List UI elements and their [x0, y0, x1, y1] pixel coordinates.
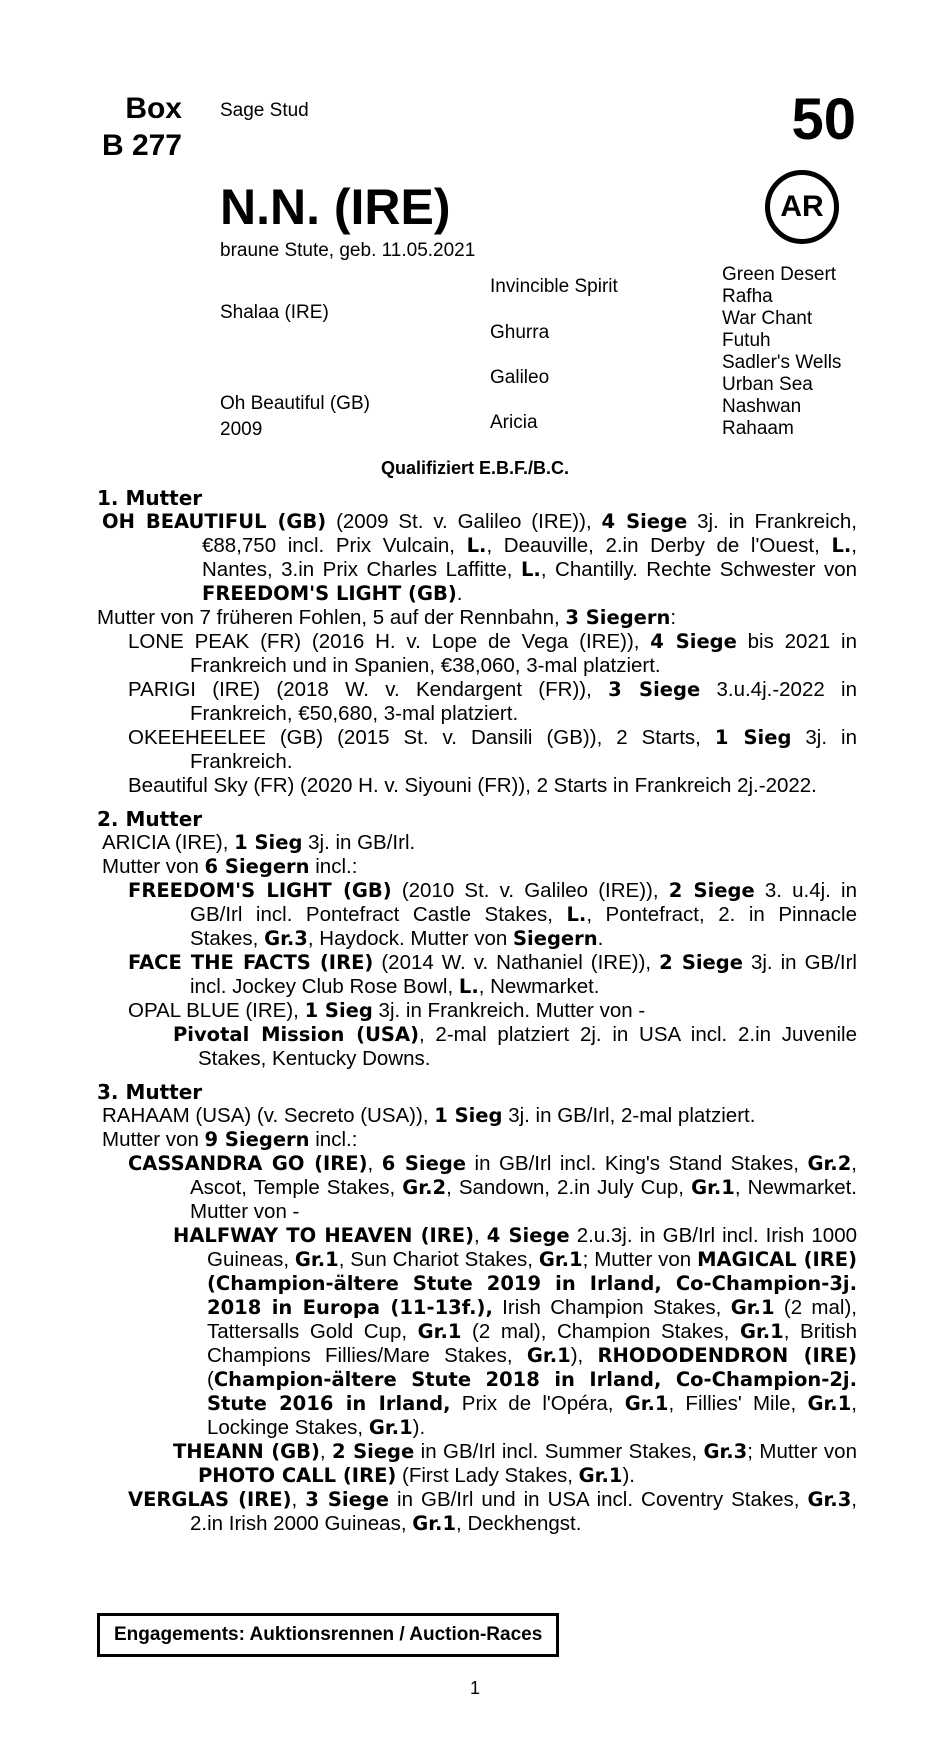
foal-entry	[97, 1488, 857, 1536]
pedigree-dam-sire: Galileo	[490, 367, 550, 388]
entry-bold: 1 Sieg	[434, 1104, 503, 1127]
entry-text: (2009 St. v. Galileo (IRE)),	[326, 510, 602, 533]
entry-bold: 6 Siegern	[204, 855, 310, 878]
entry-bold: 3 Siege	[305, 1488, 390, 1511]
ggp-entry: War Chant	[722, 308, 813, 329]
dam-entry	[97, 831, 857, 855]
entry-bold: L.	[566, 903, 587, 926]
entry-text: :	[670, 606, 677, 629]
entry-text: ,	[291, 1488, 306, 1511]
entry-text: , Lockinge Stakes,	[207, 1392, 857, 1439]
entry-text: 3j. in GB/Irl, 2-mal platziert.	[502, 1104, 756, 1127]
entry-bold: Gr.1	[691, 1176, 735, 1199]
entry-text: Mutter von	[102, 1128, 205, 1151]
entry-text: ).	[622, 1464, 635, 1487]
entry-bold: MAGICAL (IRE) (Champion-ältere Stute 2019 in Irland, Co-Champion-3j. 2018 in Europa (11-13f.),	[207, 1248, 858, 1319]
entry-text: , Nantes, 3.in Prix Charles Laffitte,	[202, 534, 857, 581]
section-heading-1: 1. Mutter	[97, 486, 203, 510]
grandfoal-entry	[97, 1023, 857, 1071]
ggp-entry: Green Desert	[722, 264, 837, 285]
entry-bold: 4 Siege	[486, 1224, 570, 1247]
entry-text: ,	[474, 1224, 487, 1247]
foal-entry	[97, 951, 857, 999]
ggp-entry: Rafha	[722, 286, 773, 307]
dam-entry	[97, 1104, 857, 1128]
entry-text: ,	[319, 1440, 333, 1463]
entry-text: , Fillies' Mile,	[668, 1392, 808, 1415]
box-info	[100, 90, 182, 164]
ar-badge: AR	[765, 170, 839, 244]
entry-bold: 2 Siege	[659, 951, 743, 974]
entry-bold: Gr.3	[703, 1440, 748, 1463]
entry-text: ARICIA (IRE),	[102, 831, 235, 854]
entry-text: RAHAAM (USA) (v. Secreto (USA)),	[102, 1104, 435, 1127]
entry-bold: 3 Siege	[608, 678, 701, 701]
entry-text: 2.u.3j. in GB/Irl incl. Irish 1000 Guineas,	[207, 1224, 857, 1271]
pedigree-dam-dam: Aricia	[490, 412, 538, 433]
entry-text: (2 mal), Tattersalls Gold Cup,	[207, 1296, 857, 1343]
entry-bold: 3 Siegern	[565, 606, 671, 629]
entry-bold: Gr.2	[402, 1176, 447, 1199]
entry-bold: CASSANDRA GO (IRE)	[128, 1152, 368, 1175]
entry-text: ).	[412, 1416, 426, 1439]
entry-text: , Deauville, 2.in Derby de l'Ouest,	[486, 534, 832, 557]
grandfoal-entry	[97, 1224, 857, 1440]
entry-text: bis 2021 in Frankreich und in Spanien, €38,060, 3-mal platziert.	[190, 630, 857, 677]
entry-text: , 2.in Irish 2000 Guineas,	[190, 1488, 857, 1535]
ggp-entry: Urban Sea	[722, 374, 813, 395]
box-label: Box	[125, 92, 182, 125]
entry-text: (First Lady Stakes,	[396, 1464, 579, 1487]
pedigree-sire-sire: Invincible Spirit	[490, 276, 618, 297]
entry-text: , Haydock. Mutter von	[307, 927, 513, 950]
qualification: Qualifiziert E.B.F./B.C.	[380, 458, 570, 478]
entry-text: incl.:	[309, 855, 358, 878]
pedigree-dam-year: 2009	[220, 419, 263, 440]
entry-bold: THEANN (GB)	[173, 1440, 320, 1463]
entry-bold: Gr.1	[417, 1320, 462, 1343]
family-content	[97, 486, 857, 1536]
entry-bold: Gr.1	[412, 1512, 457, 1535]
entry-bold: Gr.3	[807, 1488, 852, 1511]
entry-text: ,	[367, 1152, 382, 1175]
entry-bold: Gr.1	[739, 1320, 784, 1343]
foal-entry	[97, 630, 857, 678]
entry-text: Irish Champion Stakes,	[492, 1296, 731, 1319]
entry-text: (2 mal), Champion Stakes,	[461, 1320, 740, 1343]
entry-text: , Pontefract, 2. in Pinnacle Stakes,	[190, 903, 857, 950]
entry-text: , Chantilly. Rechte Schwester von	[540, 558, 857, 581]
pedigree-sire-dam: Ghurra	[490, 322, 550, 343]
entry-bold: FACE THE FACTS (IRE)	[128, 951, 374, 974]
lot-number: 50	[791, 87, 856, 152]
entry-text: 3j. in Frankreich, €88,750 incl. Prix Vulcain,	[202, 510, 857, 557]
grandfoal-entry	[97, 1440, 857, 1488]
entry-bold: Gr.3	[264, 927, 308, 950]
entry-text: Mutter von 7 früheren Fohlen, 5 auf der Rennbahn,	[97, 606, 566, 629]
entry-text: 3j. in GB/Irl.	[302, 831, 416, 854]
entry-text: , Newmarket. Mutter von -	[190, 1176, 858, 1223]
entry-text: , Sun Chariot Stakes,	[338, 1248, 539, 1271]
entry-text: .	[456, 582, 463, 605]
entry-text: , British Champions Fillies/Mare Stakes,	[207, 1320, 857, 1367]
foal-entry	[97, 1152, 857, 1224]
entry-bold: L.	[831, 534, 852, 557]
entry-bold: 2 Siege	[332, 1440, 415, 1463]
entry-text: in GB/Irl und in USA incl. Coventry Stakes,	[389, 1488, 808, 1511]
entry-text: PARIGI (IRE) (2018 W. v. Kendargent (FR)),	[128, 678, 609, 701]
entry-text: Prix de l'Opéra,	[450, 1392, 625, 1415]
entry-bold: Gr.1	[526, 1344, 571, 1367]
page-number: 1	[469, 1678, 480, 1698]
entry-text: ),	[570, 1344, 598, 1367]
mother-of-line	[97, 606, 857, 630]
pedigree-ggp	[722, 264, 841, 440]
foal-entry	[97, 726, 857, 774]
engagements-box: Engagements: Auktionsrennen / Auction-Races	[97, 1613, 559, 1657]
entry-bold: 4 Siege	[650, 630, 737, 653]
entry-bold: L.	[458, 975, 479, 998]
foal-entry	[97, 879, 857, 951]
pedigree-sire: Shalaa (IRE)	[220, 302, 329, 323]
entry-bold: Gr.1	[538, 1248, 583, 1271]
mother-of-line	[97, 1128, 857, 1152]
entry-text: ; Mutter von	[582, 1248, 698, 1271]
entry-bold: L.	[466, 534, 487, 557]
section-heading-2: 2. Mutter	[97, 807, 203, 831]
foal-entry	[97, 774, 857, 798]
entry-bold: 6 Siege	[381, 1152, 467, 1175]
entry-bold: L.	[520, 558, 541, 581]
foal-entry	[97, 999, 857, 1023]
dam-entry	[97, 510, 857, 606]
entry-text: , Ascot, Temple Stakes,	[190, 1152, 857, 1199]
entry-text: OKEEHEELEE (GB) (2015 St. v. Dansili (GB)), 2 Starts,	[128, 726, 715, 749]
consignor: Sage Stud	[220, 100, 309, 121]
entry-text: (2014 W. v. Nathaniel (IRE)),	[373, 951, 660, 974]
entry-bold: 4 Siege	[601, 510, 688, 533]
entry-bold: Pivotal Mission (USA)	[173, 1023, 419, 1046]
entry-bold: Champion-ältere Stute 2018 in Irland, Co-Champion-2j. Stute 2016 in Irland,	[207, 1368, 857, 1415]
entry-bold: FREEDOM'S LIGHT (GB)	[202, 582, 457, 605]
entry-bold: 1 Sieg	[714, 726, 792, 749]
entry-text: , Sandown, 2.in July Cup,	[446, 1176, 692, 1199]
entry-text: 3j. in Frankreich.	[190, 726, 857, 773]
entry-text: in GB/Irl incl. King's Stand Stakes,	[466, 1152, 808, 1175]
entry-text: , Newmarket.	[478, 975, 600, 998]
horse-description: braune Stute, geb. 11.05.2021	[220, 240, 476, 261]
ggp-entry: Sadler's Wells	[722, 352, 842, 373]
entry-text: (2010 St. v. Galileo (IRE)),	[391, 879, 669, 902]
entry-bold: VERGLAS (IRE)	[128, 1488, 292, 1511]
entry-bold: 2 Siege	[668, 879, 755, 902]
entry-text: 3.u.4j.-2022 in Frankreich, €50,680, 3-mal platziert.	[190, 678, 857, 725]
entry-text: in GB/Irl incl. Summer Stakes,	[414, 1440, 704, 1463]
entry-text: 3j. in Frankreich. Mutter von -	[372, 999, 646, 1022]
entry-bold: Gr.1	[730, 1296, 775, 1319]
entry-text: ; Mutter von	[747, 1440, 857, 1463]
horse-name: N.N. (IRE)	[220, 179, 451, 235]
pedigree-dam: Oh Beautiful (GB)	[220, 393, 370, 414]
foal-entry	[97, 678, 857, 726]
section-heading-3: 3. Mutter	[97, 1080, 203, 1104]
entry-text: LONE PEAK (FR) (2016 H. v. Lope de Vega (IRE)),	[128, 630, 651, 653]
entry-bold: FREEDOM'S LIGHT (GB)	[128, 879, 392, 902]
ggp-entry: Nashwan	[722, 396, 802, 417]
mother-of-line	[97, 855, 857, 879]
entry-bold: Gr.1	[368, 1416, 413, 1439]
box-number: B 277	[101, 129, 182, 162]
entry-bold: RHODODENDRON (IRE)	[597, 1344, 857, 1367]
entry-text: , 2-mal platziert 2j. in USA incl. 2.in Juvenile Stakes, Kentucky Downs.	[198, 1023, 857, 1070]
entry-text: , Deckhengst.	[456, 1512, 582, 1535]
entry-bold: PHOTO CALL (IRE)	[198, 1464, 397, 1487]
entry-bold: OH BEAUTIFUL (GB)	[102, 510, 327, 533]
entry-text: OPAL BLUE (IRE),	[128, 999, 305, 1022]
entry-text: incl.:	[309, 1128, 358, 1151]
entry-bold: 1 Sieg	[234, 831, 303, 854]
entry-text: Beautiful Sky (FR) (2020 H. v. Siyouni (FR)), 2 Starts in Frankreich 2j.-2022.	[128, 774, 817, 797]
entry-bold: Gr.2	[807, 1152, 852, 1175]
entry-bold: Gr.1	[624, 1392, 669, 1415]
entry-bold: Gr.1	[578, 1464, 623, 1487]
entry-bold: 9 Siegern	[204, 1128, 310, 1151]
entry-bold: HALFWAY TO HEAVEN (IRE)	[173, 1224, 475, 1247]
entry-bold: Siegern	[512, 927, 598, 950]
ggp-entry: Futuh	[722, 330, 771, 351]
entry-text: (	[207, 1368, 214, 1391]
entry-bold: Gr.1	[294, 1248, 339, 1271]
ggp-entry: Rahaam	[722, 418, 794, 439]
entry-text: .	[597, 927, 604, 950]
entry-text: Mutter von	[102, 855, 205, 878]
entry-text: 3j. in GB/Irl incl. Jockey Club Rose Bowl,	[190, 951, 857, 998]
entry-bold: Gr.1	[807, 1392, 852, 1415]
entry-bold: 1 Sieg	[304, 999, 373, 1022]
entry-text: 3. u.4j. in GB/Irl incl. Pontefract Castle Stakes,	[190, 879, 857, 926]
